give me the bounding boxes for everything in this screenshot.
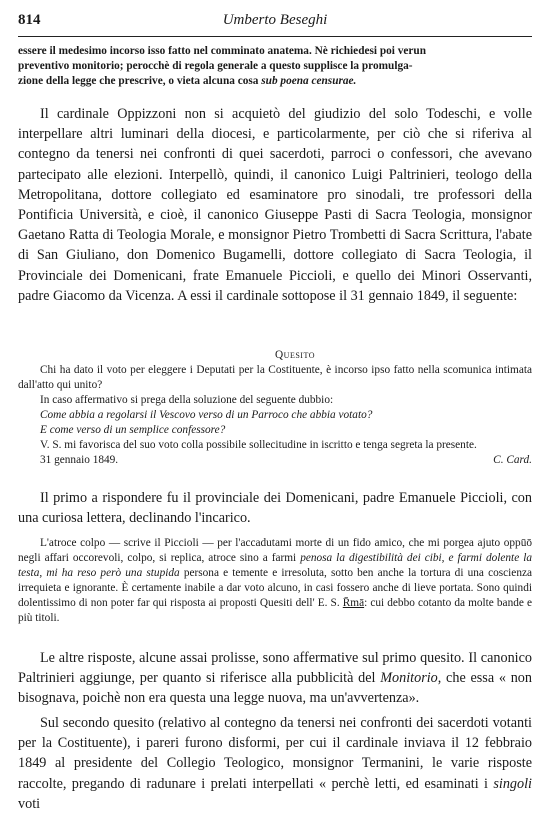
- quesito-signature: C. Card.: [493, 454, 532, 466]
- top-note-line: zione della legge che prescrive, o vieta alcuna cosa sub poena censurae.: [18, 75, 357, 87]
- header-rule: [18, 36, 532, 37]
- document-page: [18, 0, 532, 827]
- quesito-footer: [18, 453, 532, 468]
- body-paragraph-1: Il cardinale Oppizzoni non si acquietò del giudizio del solo Todeschi, e volle interpellare altri luminari della diocesi, e particolarmente, per ciò che si riferiva al contegno da tenersi nei confronti di quei sacerdoti, parroci o confessori, che avevano partecipato alle elezioni. Interpellò, quindi, il canonico Luigi Paltrinieri, teologo della Metropolitana, dottore collegiato ed esaminatore pro sinodali, tre professori della Pontificia Università, e cioè, il canonico Giuseppe Pasti di Sacra Teologia, monsignor Gaetano Ratta di Teologia Morale, e monsignor Pietro Trombetti di Sacra Scrittura, l'abate di San Giuliano, don Domenico Bugamelli, dottore collegiato di Sacra Teologia, il Provinciale dei Domenicani, frate Emanuele Piccioli, e quello dei Minori Osservanti, padre Giacomo da Vicenza. A essi il cardinale sottopose il 31 gennaio 1849, il seguente:: [18, 106, 532, 304]
- top-note: [18, 44, 532, 89]
- running-title: Umberto Beseghi: [222, 12, 328, 28]
- quesito-title: Quesito: [275, 349, 315, 361]
- body-paragraph-2: Il primo a rispondere fu il provinciale dei Domenicani, padre Emanuele Piccioli, con una curiosa lettera, declinando l'incarico.: [18, 490, 532, 527]
- quesito-line-5: V. S. mi favorisca del suo voto colla possibile sollecitudine in iscritto e tenga segreta la presente.: [40, 439, 477, 451]
- quesito-block: [18, 348, 532, 468]
- page-number: 814: [18, 12, 41, 28]
- quesito-line-3: Come abbia a regolarsi il Vescovo verso di un Parroco che abbia votato?: [40, 409, 373, 421]
- piccioli-letter: L'atroce colpo — scrive il Piccioli — per l'accadutami morte di un fido amico, che mi porgea ajuto oppūō negli affari occorevoli, colpo, si replica, atroce sino a farmi penosa la digestibilità dei cibi, e farmi dolente la testa, mi ha reso però una stupida persona e temente e irresoluta, sotto ben anche la tortura di una coscienza irrequieta e ignorante. È certamente inabile a dar voto alcuno, in casi fossero anche di lieve portata. Sono quindi dolentissimo di non poter far qui risposta ai proposti Quesiti dell' E. S. R̄mā: cui debbo cotanto da molte bande e più titoli.: [18, 537, 533, 624]
- quesito-date: 31 gennaio 1849.: [40, 454, 119, 466]
- top-note-line: preventivo monitorio; perocchè di regola generale a questo supplisce la promulga-: [18, 60, 413, 72]
- quesito-line-2: In caso affermativo si prega della soluzione del seguente dubbio:: [40, 394, 334, 406]
- body-paragraph-3: Le altre risposte, alcune assai prolisse, sono affermative sul primo quesito. Il canonico Paltrinieri aggiunge, per quanto si riferisce alla pubblicità del Monitorio, che essa « non bisognava, poichè non era questa una legge nuova, ma un'avvertenza».: [18, 650, 532, 707]
- page-header: [18, 12, 532, 32]
- quesito-line-1: Chi ha dato il voto per eleggere i Deputati per la Costituente, è incorso ipso fatto nella scomunica intimata dall'atto qui unito?: [18, 364, 532, 391]
- top-note-line: essere il medesimo incorso isso fatto nel comminato anatema. Nè richiedesi poi verun: [18, 45, 426, 57]
- quesito-line-4: E come verso di un semplice confessore?: [40, 424, 226, 436]
- body-paragraph-4: Sul secondo quesito (relativo al contegno da tenersi nei confronti dei sacerdoti votanti per la Costituente), i pareri furono disformi, per cui il cardinale inviava il 12 febbraio 1849 al presidente del Collegio Teologico, monsignor Termanini, le varie risposte raccolte, pregando di radunare i prelati interpellati « perchè letti, ed esaminati i singoli voti: [18, 715, 532, 812]
